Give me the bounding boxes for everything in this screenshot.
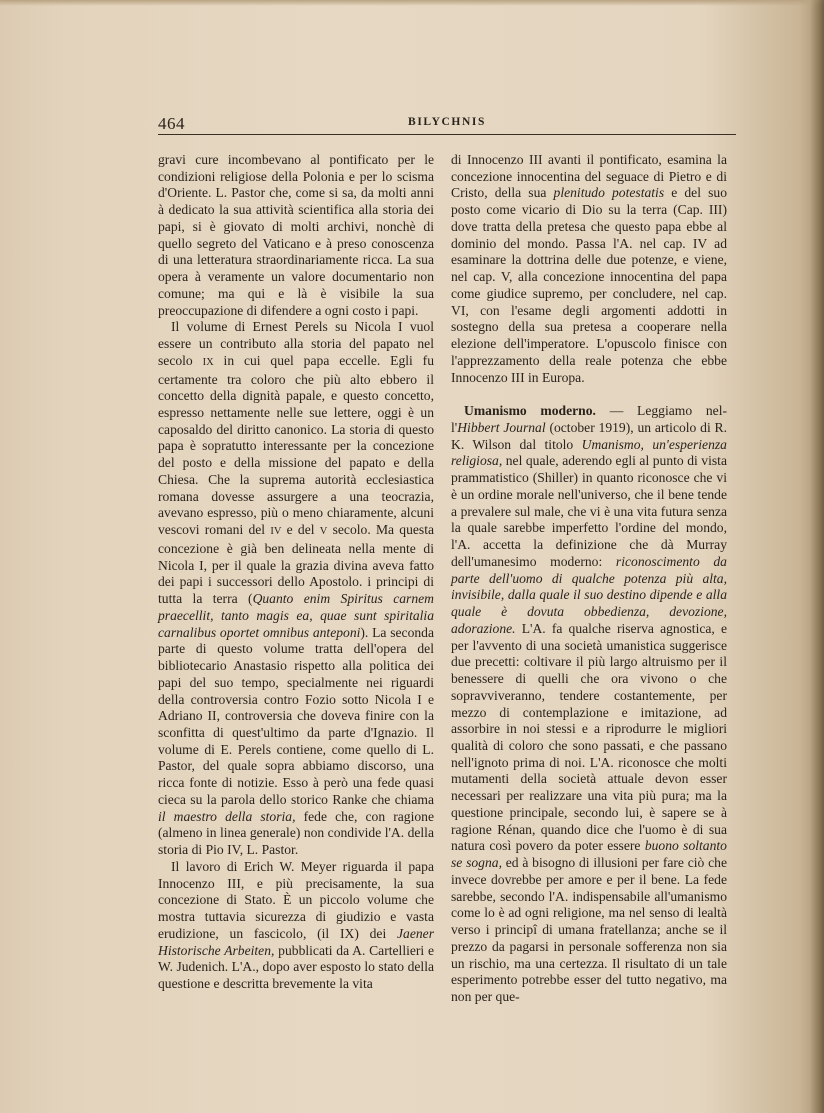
- roman-numeral: IX: [202, 356, 214, 368]
- text-run: ). La seconda parte di questo volume tratta dell'opera del bibliotecario Anastasio rispetto alla politica dei papi del suo tempo, specialmente nei riguardi della controversia contro Fozio sotto Nicola I e Adriano II, controversia che doveva finire con la sconfitta di quest'ultimo da parte d'Ignazio. Il volume di E. Perels contiene, come quello di L. Pastor, del quale sopra abbiamo discorso, una ricca fonte di notizie. Esso à però una fede quasi cieca su la parola dello storico Ranke che chiama: [158, 624, 435, 807]
- right-paragraph-2: [451, 403, 727, 1005]
- text-run: nel quale, aderendo egli al punto di vista prammatistico (Shiller) in quanto riconosce che vi è un ordine morale nell'universo, che il bene tende a prevalere sul male, che vi è una vita futura senza la quale sarebbe imperfetto l'ordine del mondo, l'A. accetta la definizione che dà Murray dell'umanesimo moderno:: [451, 453, 727, 569]
- right-column: [451, 152, 728, 1004]
- murray-definition: riconoscimento da parte dell'uomo di qualche potenza più alta, invisibile, dalla quale il suo destino dipende e alla quale è dovuta obbedienza, devozione, adorazione.: [451, 553, 727, 636]
- renan-quote: buono soltanto se sogna,: [451, 838, 727, 871]
- text-run: fede che, con ragione (almeno in linea generale) non condivide l'A. della storia di Pio IV, L. Pastor.: [158, 808, 434, 858]
- article-title: Umanismo, un'esperienza religiosa,: [451, 436, 727, 469]
- header-rule: [158, 134, 736, 135]
- page-spine-shadow: [810, 0, 824, 1113]
- page-top-shadow: [0, 0, 824, 6]
- left-paragraph-1: gravi cure incombevano al pontificato per le condizioni religiose della Polonia e per lo scisma d'Oriente. L. Pastor che, come si sa, da molti anni à dedicato la sua attività scientifica alla storia dei papi, si è giovato di molti archivi, nonchè di quello segreto del Vaticano e à preso conoscenza di una letteratura straordinariamente ricca. La sua opera à veramente un valore documentario non comune; ma qui e là è visibile la sua preoccupazione di difendere a ogni costo i papi.: [158, 152, 434, 318]
- left-paragraph-2: [158, 319, 434, 859]
- right-paragraph-1: [451, 152, 727, 386]
- series-title: Jaener Historische Arbeiten,: [158, 925, 435, 958]
- text-run: Il volume di Ernest Perels su Nicola I vuol essere un contributo alla storia del papato nel secolo: [158, 319, 434, 368]
- text-run: e del: [286, 522, 315, 538]
- text-run: in cui quel papa eccelle. Egli fu certamente tra coloro che più alto ebbero il concetto della dignità papale, e questo concetto, espresso nettamente nelle sue lettere, oggi è un caposaldo del diritto canonico. La storia di questo papa è sopratutto interessante per la concezione del posto e della missione del papato e della Chiesa. Che la suprema autorità ecclesiastica romana dovesse assurgere a una teocrazia, avevano espresso, più o meno chiaramente, alcuni vescovi romani del: [158, 352, 434, 538]
- page-header: [158, 108, 736, 136]
- left-paragraph-3: [158, 859, 434, 993]
- journal-title: Hibbert Journal: [457, 420, 546, 436]
- left-column: [158, 152, 435, 991]
- roman-numeral: V: [319, 526, 328, 538]
- text-run: Il lavoro di Erich W. Meyer riguarda il papa Innocenzo III, e più precisamente, la sua concezione di Stato. È un piccolo volume che mostra tuttavia sicurezza di giudizio e vasta erudizione, un fascicolo, (il IX) dei: [158, 858, 434, 941]
- text-run: secolo. Ma questa concezione è già ben delineata nella mente di Nicola I, per il quale la grazia divina aveva fatto dei papi i successori dello Apostolo. i principi di tutta la terra (: [158, 522, 435, 607]
- text-run: (october 1919), un articolo di R. K. Wilson dal titolo: [451, 420, 728, 452]
- latin-phrase: plenitudo potestatis: [553, 185, 665, 201]
- section-heading: Umanismo moderno.: [464, 403, 596, 419]
- text-run: di Innocenzo III avanti il pontificato, esamina la concezione innocentina del seguace di Pietro e di Cristo, della sua: [451, 152, 727, 201]
- text-run: L'A. fa qualche riserva agnostica, e per l'avvento di una società umanistica suggerisce due precetti: coltivare il più largo altruismo per il benessere di quelli che ora vivono o che sopravviveranno, tendere costantemente, per mezzo di contemplazione e imitazione, ad assorbire in noi stessi e a riprodurre le migliori qualità di coloro che sono passati, e che passano nell'ignoto prima di noi. L'A. riconosce che molti mutamenti della società attuale devon esser necessari per realizzare una vita più pura; ma la questione principale, secondo lui, è sapere se à ragione Rénan, quando dice che l'uomo è di sua natura così povero da poter essere: [451, 620, 727, 854]
- text-run: — Leggiamo nel-l': [451, 403, 728, 436]
- roman-numeral: IV: [270, 526, 282, 538]
- text-run: e del suo posto come vicario di Dio su la terra (Cap. III) dove tratta della pretesa che questo papa ebbe al dominio del mondo. Passa l'A. nel cap. IV ad esaminare la dottrina delle due potenze, e viene, nel cap. V, alla concezione innocentina del papa come giudice supremo, per concludere, nel cap. VI, con l'esame degli argomenti addotti in sostegno della sua pretesa a cooperare nella elezione dell'imperatore. L'opuscolo finisce con l'apprezzamento della reale potenza che ebbe Innocenzo III in Europa.: [451, 185, 727, 385]
- ranke-title: il maestro della storia,: [158, 808, 296, 824]
- running-title: BILYCHNIS: [408, 116, 486, 128]
- latin-quote: Quanto enim Spiritus carnem praecellit, tanto magis ea, quae sunt spiritalia carnalibus oportet omnibus anteponi: [158, 591, 434, 640]
- text-run: pubblicati da A. Cartellieri e W. Judenich. L'A., dopo aver esposto lo stato della questione e descritta brevemente la vita: [158, 942, 434, 991]
- text-run: ed à bisogno di illusioni per fare ciò che invece dovrebbe per amore e per il bene. La fede sarebbe, secondo l'A. indispensabile all'umanismo come lo è ad ogni religione, ma nel senso di lealtà verso i principî di umana fratellanza; anche se il prezzo da pagarsi in personale sofferenza non sia un rischio, ma una certezza. Il risultato di un tale esperimento potrebbe esser del tutto negativo, ma non per que-: [451, 855, 727, 1004]
- page-number: 464: [158, 114, 185, 133]
